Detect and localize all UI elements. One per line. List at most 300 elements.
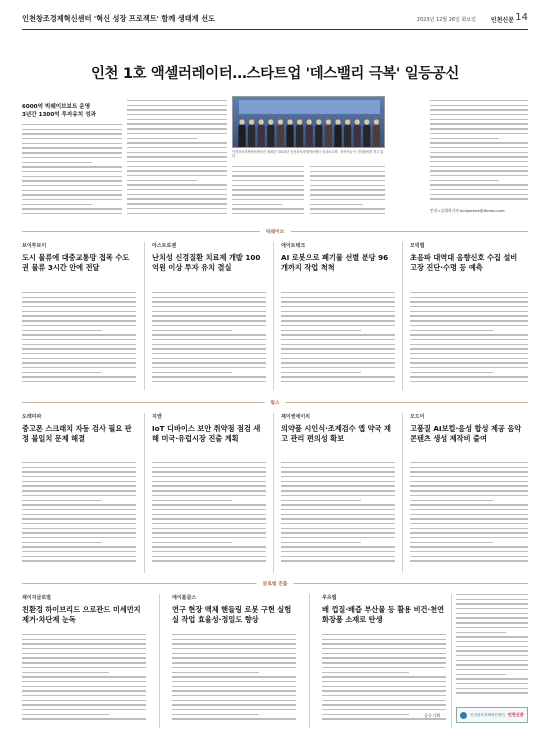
body-text-line (281, 367, 395, 368)
company-name: 아스트로젠 (152, 243, 177, 249)
body-text-line (310, 175, 385, 176)
person-head (297, 119, 302, 124)
body-text-line (310, 213, 385, 214)
person-head (355, 119, 360, 124)
person-body (344, 125, 351, 148)
news-column (172, 594, 296, 624)
body-text-line (281, 353, 395, 354)
body-text-line (410, 311, 528, 312)
body-text-line (322, 676, 446, 677)
body-text-line (410, 292, 528, 293)
news-column (281, 413, 395, 443)
body-text-line (310, 194, 385, 195)
body-text-line (152, 471, 266, 472)
body-text-line (456, 603, 528, 604)
body-text-line (152, 495, 266, 496)
body-text-line (22, 667, 146, 668)
body-text-line (152, 500, 232, 501)
body-text-line (322, 667, 446, 668)
body-text-line (281, 372, 361, 373)
body-text-line (322, 672, 409, 673)
body-text-line (127, 203, 227, 204)
article-title: AI 로봇으로 폐기물 선별 분당 96개까지 작업 척척 (281, 253, 389, 272)
body-text-line (172, 662, 296, 663)
body-text-line (22, 301, 136, 302)
body-text-line (127, 208, 227, 209)
body-text-line (172, 634, 296, 635)
body-text-line (430, 198, 528, 199)
body-text-line (410, 372, 493, 373)
body-text-line (456, 594, 528, 595)
body-text-line (152, 362, 266, 363)
body-text-line (22, 199, 122, 200)
person-body (248, 125, 255, 148)
body-text-line (22, 372, 102, 373)
article-body (152, 462, 266, 570)
body-text-line (322, 634, 446, 635)
body-text-line (152, 367, 266, 368)
body-text-line (152, 311, 266, 312)
body-text-line (172, 676, 296, 677)
body-text-line (232, 213, 304, 214)
page-header (22, 10, 528, 30)
body-text-line (322, 648, 446, 649)
body-text-line (22, 686, 146, 687)
body-text-line (410, 301, 528, 302)
body-text-line (172, 667, 296, 668)
body-text-line (152, 514, 266, 515)
body-text-line (22, 695, 146, 696)
body-text-line (322, 662, 446, 663)
body-text-line (22, 500, 102, 501)
body-text-line (430, 128, 528, 129)
body-text-line (430, 100, 528, 101)
body-text-line (410, 376, 528, 377)
column-divider (273, 242, 274, 390)
body-text-line (22, 514, 136, 515)
person-body (306, 125, 313, 148)
body-text-line (22, 509, 136, 510)
body-text-line (430, 180, 499, 181)
body-text-line (456, 608, 528, 609)
body-text-line (456, 678, 528, 679)
body-text-line (410, 518, 528, 519)
body-text-line (430, 147, 528, 148)
body-text-line (430, 119, 528, 120)
body-text-line (22, 376, 136, 377)
body-text-line (22, 348, 136, 349)
body-text-line (281, 297, 395, 298)
body-text-line (430, 166, 528, 167)
person-body (334, 125, 341, 148)
body-text-line (281, 292, 395, 293)
body-text-line (232, 194, 304, 195)
body-text-line (22, 204, 92, 205)
body-text-line (410, 495, 528, 496)
body-text-line (127, 138, 197, 139)
body-text-line (127, 119, 227, 120)
body-text-line (22, 315, 136, 316)
body-text-line (281, 301, 395, 302)
body-text-line (430, 170, 528, 171)
body-text-line (232, 175, 304, 176)
body-text-line (456, 674, 506, 675)
body-text-line (322, 643, 446, 644)
body-text-line (127, 180, 197, 181)
group-photo-image (233, 97, 385, 148)
body-text-line (410, 297, 528, 298)
article-title: 배 껍질·배즙 부산물 등 활용 비건·천연화장품 소재로 탄생 (322, 605, 445, 624)
body-text-line (22, 643, 146, 644)
body-text-line (127, 175, 227, 176)
body-text-line (152, 546, 266, 547)
body-text-line (22, 560, 136, 561)
body-text-line (22, 676, 146, 677)
body-text-line (152, 537, 266, 538)
body-text-line (456, 692, 528, 693)
body-text-line (22, 344, 136, 345)
body-text-line (22, 297, 136, 298)
body-text-line (281, 500, 361, 501)
body-text-line (410, 514, 528, 515)
column-divider (159, 594, 160, 728)
body-text-line (456, 632, 506, 633)
body-text-line (22, 171, 122, 172)
body-text-line (22, 339, 136, 340)
body-text-line (152, 551, 266, 552)
body-text-line (232, 185, 304, 186)
lead-body-column (310, 166, 385, 220)
body-text-line (22, 208, 122, 209)
body-text-line (410, 315, 528, 316)
body-text-line (322, 704, 446, 705)
body-text-line (410, 509, 528, 510)
body-text-line (127, 184, 227, 185)
body-text-line (22, 152, 122, 153)
person-body (373, 125, 380, 148)
body-text-line (152, 523, 266, 524)
body-text-line (22, 551, 136, 552)
body-text-line (172, 648, 296, 649)
news-column (152, 242, 266, 272)
person-body (315, 125, 322, 148)
body-text-line (232, 189, 304, 190)
body-text-line (281, 532, 395, 533)
lead-subheads (22, 103, 122, 119)
body-text-line (127, 128, 227, 129)
news-column (22, 242, 136, 272)
body-text-line (22, 546, 136, 547)
body-text-line (22, 485, 136, 486)
news-column (410, 242, 524, 272)
joint-planning-label: 공동기획 (424, 713, 441, 718)
body-text-line (22, 518, 136, 519)
body-text-line (152, 528, 266, 529)
body-text-line (322, 686, 446, 687)
lead-subhead: 3년간 1300억 투자유치 성과 (22, 112, 96, 118)
article-title: 고품질 AI보컬·음성 합성 제공 음악 콘텐츠 생성 제작비 줄여 (410, 424, 522, 443)
article-body (22, 292, 136, 388)
body-text-line (22, 709, 146, 710)
body-text-line (430, 114, 528, 115)
body-text-line (281, 306, 395, 307)
article-body (152, 292, 266, 388)
body-text-line (410, 490, 528, 491)
body-text-line (172, 681, 296, 682)
company-name: 지앤 (152, 414, 162, 420)
company-name: 도래미파 (22, 414, 42, 420)
body-text-line (127, 133, 227, 134)
body-text-line (127, 147, 227, 148)
brand-name: 인천신문 (507, 712, 524, 717)
body-text-line (410, 381, 528, 382)
body-text-line (322, 695, 446, 696)
article-title: 난치성 신경질환 치료제 개발 100억원 이상 투자 유치 결실 (152, 253, 261, 272)
body-text-line (152, 509, 266, 510)
person-body (267, 125, 274, 148)
body-text-line (152, 358, 266, 359)
body-text-line (410, 339, 528, 340)
body-text-line (322, 681, 446, 682)
body-text-line (172, 672, 259, 673)
body-text-line (172, 686, 296, 687)
body-text-line (410, 306, 528, 307)
body-text-line (22, 537, 136, 538)
body-text-line (152, 339, 266, 340)
person-head (249, 119, 254, 124)
section-band-label: 글로벌 진출 (257, 580, 294, 587)
column-divider (309, 594, 310, 728)
body-text-line (430, 142, 528, 143)
body-text-line (456, 613, 528, 614)
body-text-line (430, 189, 528, 190)
body-text-line (22, 672, 109, 673)
body-text-line (456, 599, 528, 600)
body-text-line (430, 105, 528, 106)
column-divider (402, 242, 403, 390)
body-text-line (22, 542, 102, 543)
body-text-line (152, 476, 266, 477)
body-text-line (152, 372, 232, 373)
body-text-line (310, 171, 385, 172)
body-text-line (410, 358, 528, 359)
body-text-line (410, 334, 528, 335)
body-text-line (322, 639, 446, 640)
body-text-line (152, 334, 266, 335)
body-text-line (232, 204, 282, 205)
body-text-line (152, 315, 266, 316)
body-text-line (456, 646, 528, 647)
person-body (296, 125, 303, 148)
body-text-line (430, 156, 528, 157)
body-text-line (281, 542, 361, 543)
column-divider (144, 242, 145, 390)
body-text-line (456, 622, 528, 623)
company-name: 에이블클스 (172, 595, 197, 601)
body-text-line (281, 518, 395, 519)
body-text-line (322, 657, 446, 658)
body-text-line (281, 490, 395, 491)
body-text-line (152, 292, 266, 293)
body-text-line (172, 700, 296, 701)
body-text-line (410, 546, 528, 547)
article-body (456, 594, 528, 702)
body-text-line (22, 330, 102, 331)
body-text-line (22, 124, 122, 125)
body-text-line (281, 344, 395, 345)
body-text-line (310, 185, 385, 186)
article-body (281, 292, 395, 388)
body-text-line (127, 100, 227, 101)
body-text-line (410, 471, 528, 472)
body-text-line (410, 325, 528, 326)
body-text-line (410, 320, 528, 321)
body-text-line (430, 133, 528, 134)
logo-mark-icon (460, 712, 467, 719)
body-text-line (410, 551, 528, 552)
article-title: 중고폰 스크래치 자동 검사 필요 판정 불일치 문제 해결 (22, 424, 132, 443)
body-text-line (22, 306, 136, 307)
news-column (22, 594, 146, 624)
body-text-line (22, 714, 109, 715)
body-text-line (322, 690, 446, 691)
body-text-line (430, 109, 528, 110)
body-text-line (410, 532, 528, 533)
body-text-line (232, 171, 304, 172)
body-text-line (281, 560, 395, 561)
article-title: 친환경 하이브리드 으로관드 미세먼지 제거·차단제 눈독 (22, 605, 141, 624)
body-text-line (172, 718, 296, 719)
body-text-line (22, 681, 146, 682)
body-text-line (281, 471, 395, 472)
body-text-line (281, 556, 395, 557)
body-text-line (127, 161, 227, 162)
person-head (307, 119, 312, 124)
body-text-line (152, 330, 232, 331)
column-divider (273, 413, 274, 573)
body-text-line (172, 643, 296, 644)
body-text-line (281, 320, 395, 321)
body-text-line (152, 348, 266, 349)
lead-body-column (22, 124, 122, 220)
body-text-line (281, 476, 395, 477)
body-text-line (281, 348, 395, 349)
partner-name: 인천창조경제혁신센터 (470, 712, 505, 717)
body-text-line (281, 509, 395, 510)
article-body (22, 634, 146, 726)
body-text-line (281, 311, 395, 312)
body-text-line (172, 657, 296, 658)
column-divider (402, 413, 403, 573)
body-text-line (281, 528, 395, 529)
body-text-line (152, 481, 266, 482)
body-text-line (22, 358, 136, 359)
body-text-line (152, 353, 266, 354)
body-text-line (456, 636, 528, 637)
body-text-line (281, 537, 395, 538)
person-head (287, 119, 292, 124)
body-text-line (22, 556, 136, 557)
body-text-line (22, 471, 136, 472)
body-text-line (310, 208, 385, 209)
byline: 인천=김재희기자 kimjaehee@itimes.com (430, 208, 505, 213)
body-text-line (281, 481, 395, 482)
body-text-line (456, 660, 528, 661)
body-text-line (22, 133, 122, 134)
body-text-line (22, 190, 122, 191)
body-text-line (410, 560, 528, 561)
body-text-line (281, 546, 395, 547)
body-text-line (430, 152, 528, 153)
article-title: IoT 디바이스 보안 취약점 점검 새해 미국·유럽시장 진출 계획 (152, 424, 261, 443)
lead-body-column (232, 166, 304, 220)
body-text-line (172, 695, 296, 696)
body-text-line (281, 315, 395, 316)
newspaper-name: 인천신문 (490, 17, 514, 24)
company-name: 브이투브이 (22, 243, 47, 249)
body-text-line (22, 166, 122, 167)
body-text-line (172, 704, 296, 705)
body-text-line (22, 462, 136, 463)
body-text-line (456, 641, 528, 642)
body-text-line (152, 485, 266, 486)
body-text-line (127, 170, 227, 171)
body-text-line (430, 123, 528, 124)
body-text-line (410, 330, 493, 331)
body-text-line (152, 504, 266, 505)
body-text-line (281, 514, 395, 515)
body-text-line (322, 709, 446, 710)
body-text-line (456, 655, 528, 656)
body-text-line (22, 353, 136, 354)
person-head (335, 119, 340, 124)
body-text-line (152, 320, 266, 321)
body-text-line (152, 306, 266, 307)
body-text-line (127, 198, 227, 199)
body-text-line (456, 683, 528, 684)
body-text-line (410, 462, 528, 463)
body-text-line (310, 199, 385, 200)
body-text-line (456, 688, 528, 689)
body-text-line (456, 669, 528, 670)
body-text-line (152, 301, 266, 302)
body-text-line (22, 367, 136, 368)
body-text-line (410, 485, 528, 486)
body-text-line (456, 627, 528, 628)
company-name: 루츠랩 (322, 595, 337, 601)
body-text-line (22, 311, 136, 312)
body-text-line (127, 152, 227, 153)
company-name: 제이지글로벌 (22, 595, 51, 601)
body-text-line (281, 504, 395, 505)
body-text-line (456, 664, 528, 665)
body-text-line (22, 690, 146, 691)
body-text-line (410, 504, 528, 505)
person-head (239, 119, 244, 124)
body-text-line (127, 142, 227, 143)
lead-photo (232, 96, 385, 148)
body-text-line (22, 718, 146, 719)
person-body (277, 125, 284, 148)
lead-subhead: 6000억 빅웨이브보트 운영 (22, 104, 91, 110)
section-band-label: 빌스 (264, 399, 285, 406)
body-text-line (281, 485, 395, 486)
column-divider (144, 413, 145, 573)
body-text-line (22, 334, 136, 335)
body-text-line (22, 653, 146, 654)
body-text-line (127, 114, 227, 115)
person-head (326, 119, 331, 124)
